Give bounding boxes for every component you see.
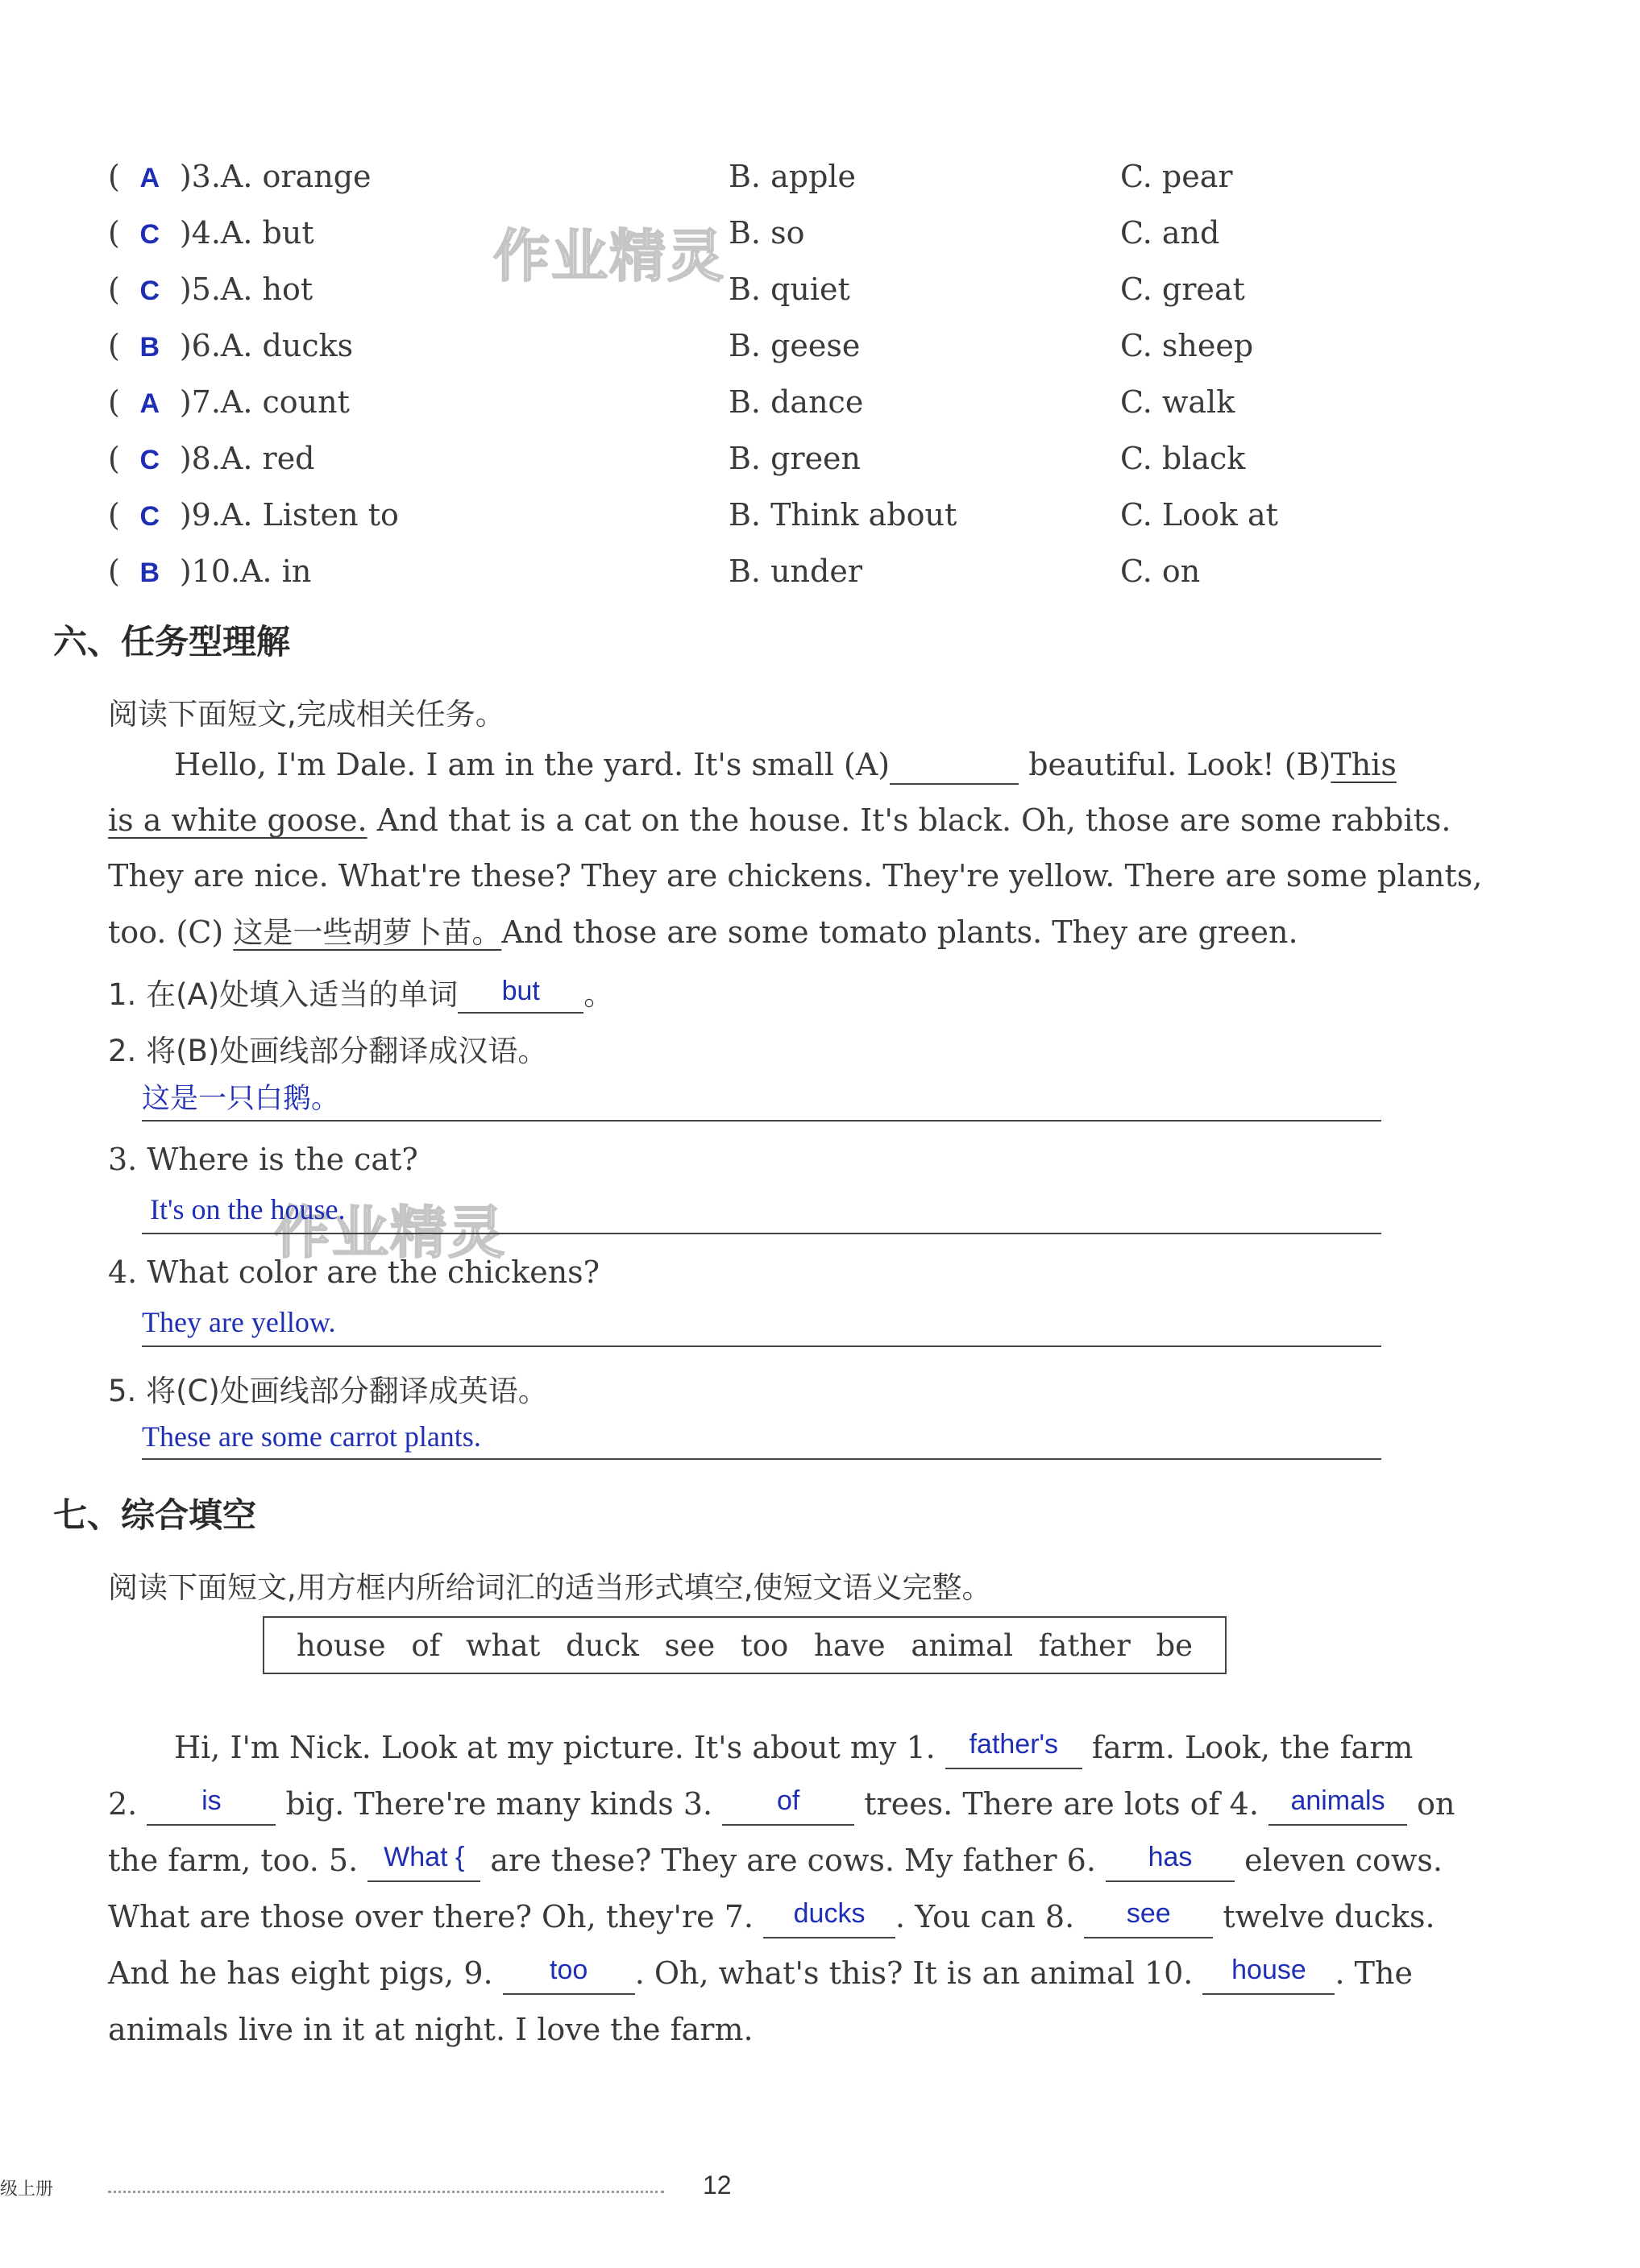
paren-open: ( (108, 159, 120, 194)
cloze-text: twelve ducks. (1223, 1899, 1435, 1934)
paren-close: ) (179, 384, 192, 420)
option-c: C. great (1120, 272, 1245, 307)
choice-row (108, 384, 1317, 422)
question-number: 7. (191, 384, 221, 420)
option-b: B. Think about (729, 497, 957, 533)
cloze-line-1 (174, 1729, 1413, 1769)
option-c: C. on (1120, 554, 1201, 589)
paren-close: ) (179, 272, 192, 307)
cloze-blank-3 (722, 1785, 854, 1826)
question-3: 3. Where is the cat? (108, 1142, 418, 1177)
cloze-blank-2 (147, 1785, 276, 1826)
cloze-text: trees. There are lots of 4. (864, 1786, 1259, 1822)
option-a: A. but (220, 215, 314, 251)
passage-line-4 (108, 914, 1298, 952)
passage-line-3: They are nice. What're these? They are chickens. They're yellow. There are some plants, (108, 858, 1483, 894)
passage-line-2 (108, 802, 1451, 839)
option-b: B. under (729, 554, 863, 589)
choice-row (108, 271, 1317, 309)
option-a: A. Listen to (220, 497, 399, 533)
page-number: 12 (703, 2171, 732, 2200)
question-4: 4. What color are the chickens? (108, 1254, 600, 1290)
option-c: C. pear (1120, 159, 1233, 194)
cloze-line-4 (108, 1898, 1435, 1938)
question-1 (108, 970, 613, 1014)
cloze-blank-9 (503, 1955, 635, 1995)
cloze-answer-1: father's (969, 1729, 1059, 1760)
cloze-text: And he has eight pigs, 9. (108, 1955, 493, 1991)
word-be: be (1156, 1627, 1194, 1663)
paren-close: ) (179, 159, 192, 194)
cloze-text: farm. Look, the farm (1091, 1730, 1414, 1765)
section7-instruction: 阅读下面短文,用方框内所给词汇的适当形式填空,使短文语义完整。 (108, 1570, 992, 1605)
cloze-line-5 (108, 1955, 1413, 1995)
cloze-answer-4: animals (1290, 1785, 1385, 1816)
paren-open: ( (108, 441, 120, 476)
choice-answer: A (139, 388, 160, 419)
cloze-blank-6 (1106, 1842, 1235, 1882)
answer-1: but (501, 976, 540, 1006)
option-c: C. and (1120, 215, 1220, 251)
question-number: 9. (191, 497, 221, 533)
option-b: B. apple (729, 159, 857, 194)
paren-close: ) (179, 554, 192, 589)
passage-text: beautiful. Look! (B) (1028, 747, 1331, 782)
word-see: see (664, 1627, 716, 1663)
answer-5: These are some carrot plants. (142, 1420, 481, 1453)
answer-2-line (142, 1120, 1381, 1122)
option-b: B. so (729, 215, 805, 251)
choice-row (108, 553, 1317, 591)
word-duck: duck (566, 1627, 639, 1663)
cloze-line-2 (108, 1785, 1455, 1826)
paren-close: ) (179, 497, 192, 533)
word-box (263, 1616, 1227, 1674)
cloze-line-3 (108, 1842, 1443, 1882)
option-b: B. dance (729, 384, 864, 420)
section7-title: 七、综合填空 (53, 1495, 257, 1535)
option-a: A. ducks (220, 328, 354, 363)
choice-row (108, 327, 1317, 366)
paren-close: ) (179, 441, 192, 476)
cloze-text: eleven cows. (1244, 1843, 1443, 1878)
answer-4-line (142, 1345, 1381, 1347)
option-b: B. geese (729, 328, 861, 363)
cloze-text: on (1417, 1786, 1455, 1822)
cloze-text: . Oh, what's this? It is an animal 10. (634, 1955, 1194, 1991)
cloze-text: . The (1335, 1955, 1413, 1991)
option-c: C. sheep (1120, 328, 1254, 363)
answer-3: It's on the house. (150, 1193, 346, 1225)
cloze-answer-3: of (776, 1785, 800, 1816)
cloze-answer-5: What { (384, 1842, 465, 1872)
underlined-C: 这是一些胡萝卜苗。 (233, 915, 502, 950)
cloze-text: big. There're many kinds 3. (285, 1786, 713, 1822)
passage-line-1 (174, 746, 1397, 785)
question-number: 8. (191, 441, 221, 476)
cloze-text: . You can 8. (895, 1899, 1075, 1934)
question-5: 5. 将(C)处画线部分翻译成英语。 (108, 1374, 548, 1408)
passage-text: Hello, I'm Dale. I am in the yard. It's small (A) (174, 747, 891, 782)
section6-title: 六、任务型理解 (53, 622, 291, 661)
cloze-blank-4 (1268, 1785, 1407, 1826)
option-b: B. green (729, 441, 862, 476)
cloze-text: What are those over there? Oh, they're 7. (108, 1899, 754, 1934)
choice-answer: C (139, 219, 160, 250)
cloze-blank-1 (945, 1729, 1082, 1769)
cloze-answer-8: see (1126, 1898, 1171, 1929)
option-a: A. count (220, 384, 350, 420)
section6-instruction: 阅读下面短文,完成相关任务。 (108, 697, 505, 732)
cloze-blank-8 (1084, 1898, 1213, 1938)
passage-text: And that is a cat on the house. It's black. Oh, those are some rabbits. (367, 802, 1451, 838)
answer-4: They are yellow. (142, 1306, 336, 1338)
word-have: have (813, 1627, 886, 1663)
underlined-B-end: is a white goose. (108, 802, 367, 838)
answer-3-line (142, 1233, 1381, 1234)
option-a: A. in (240, 554, 312, 589)
option-c: C. walk (1120, 384, 1235, 420)
cloze-answer-9: too (550, 1955, 588, 1985)
question-1-end: 。 (583, 977, 614, 1012)
cloze-text: are these? They are cows. My father 6. (490, 1843, 1096, 1878)
watermark-top: 作业精灵 (493, 223, 725, 289)
cloze-text: 2. (108, 1786, 138, 1822)
passage-text: And those are some tomato plants. They are green. (501, 914, 1298, 950)
question-number: 4. (191, 215, 221, 251)
paren-open: ( (108, 215, 120, 251)
underlined-B-start: This (1331, 747, 1397, 782)
choice-row (108, 440, 1317, 479)
choice-answer: B (139, 332, 160, 363)
choice-answer: C (139, 501, 160, 532)
cloze-answer-2: is (201, 1785, 222, 1816)
cloze-answer-6: has (1148, 1842, 1193, 1872)
word-animal: animal (911, 1627, 1014, 1663)
option-b: B. quiet (729, 272, 850, 307)
choice-row (108, 158, 1317, 197)
choice-answer: C (139, 445, 160, 475)
option-c: C. Look at (1120, 497, 1278, 533)
option-c: C. black (1120, 441, 1246, 476)
word-house: house (296, 1627, 386, 1663)
word-father: father (1038, 1627, 1131, 1663)
cloze-blank-10 (1202, 1955, 1335, 1995)
blank-A (890, 746, 1019, 785)
paren-close: ) (179, 328, 192, 363)
answer-5-line (142, 1458, 1381, 1460)
cloze-answer-10: house (1231, 1955, 1306, 1985)
answer-1-blank (458, 977, 583, 1014)
choice-answer: A (139, 163, 160, 193)
word-of: of (411, 1627, 441, 1663)
paren-open: ( (108, 272, 120, 307)
choice-answer: B (139, 558, 160, 588)
word-what: what (465, 1627, 541, 1663)
watermark-middle: 作业精灵 (274, 1200, 506, 1266)
choice-answer: C (139, 276, 160, 306)
passage-text: too. (C) (108, 914, 234, 950)
paren-open: ( (108, 384, 120, 420)
footer-left-label: 级上册 (0, 2179, 54, 2200)
cloze-blank-5 (367, 1842, 480, 1882)
cloze-line-6: animals live in it at night. I love the farm. (108, 2012, 754, 2047)
choice-row (108, 496, 1317, 535)
question-number: 10. (191, 554, 241, 589)
paren-open: ( (108, 328, 120, 363)
question-number: 6. (191, 328, 221, 363)
footer-dotted-line (108, 2191, 664, 2193)
paren-open: ( (108, 554, 120, 589)
choice-row (108, 214, 1317, 253)
paren-close: ) (179, 215, 192, 251)
cloze-blank-7 (763, 1898, 895, 1938)
cloze-text: the farm, too. 5. (108, 1843, 359, 1878)
paren-open: ( (108, 497, 120, 533)
question-number: 3. (191, 159, 221, 194)
question-2: 2. 将(B)处画线部分翻译成汉语。 (108, 1034, 548, 1068)
cloze-text: Hi, I'm Nick. Look at my picture. It's about my 1. (174, 1730, 936, 1765)
question-1-text: 1. 在(A)处填入适当的单词 (108, 977, 459, 1012)
option-a: A. orange (220, 159, 372, 194)
question-number: 5. (191, 272, 221, 307)
cloze-answer-7: ducks (793, 1898, 866, 1929)
option-a: A. red (220, 441, 315, 476)
option-a: A. hot (220, 272, 313, 307)
answer-2: 这是一只白鹅。 (142, 1083, 340, 1115)
word-too: too (740, 1627, 789, 1663)
